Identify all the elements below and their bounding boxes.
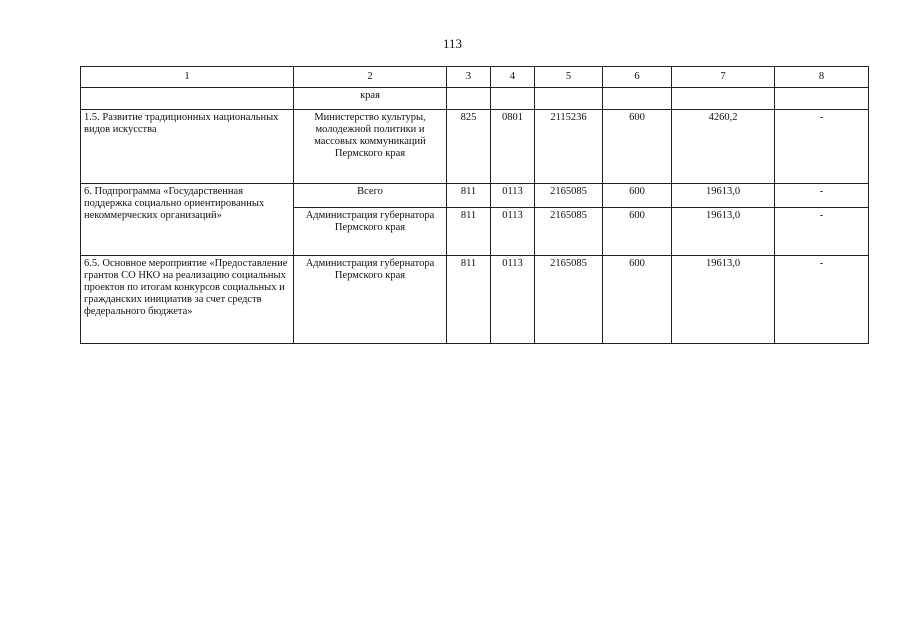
code-cell: 825 xyxy=(447,110,491,184)
table-row xyxy=(81,110,869,184)
executor-cell: Министерство культуры, молодежной политики и массовых коммуникаций Пермского края xyxy=(294,110,447,184)
expense-type-cell xyxy=(603,88,672,110)
name-cell: 6. Подпрограмма «Государственная поддержка социально ориентированных некоммерческих организаций» xyxy=(81,184,294,256)
amount-cell: 19613,0 xyxy=(672,184,775,208)
executor-cell: Администрация губернатора Пермского края xyxy=(294,208,447,256)
code-cell: 811 xyxy=(447,208,491,256)
section-cell: 0113 xyxy=(491,208,535,256)
note-cell xyxy=(775,88,869,110)
header-cell: 5 xyxy=(535,67,603,88)
section-cell: 0113 xyxy=(491,256,535,344)
executor-cell: края xyxy=(294,88,447,110)
table-row xyxy=(81,88,869,110)
name-cell: 1.5. Развитие традиционных национальных видов искусства xyxy=(81,110,294,184)
amount-cell xyxy=(672,88,775,110)
section-cell: 0801 xyxy=(491,110,535,184)
header-cell: 1 xyxy=(81,67,294,88)
note-cell: - xyxy=(775,208,869,256)
note-cell: - xyxy=(775,184,869,208)
amount-cell: 19613,0 xyxy=(672,256,775,344)
section-cell: 0113 xyxy=(491,184,535,208)
target-article-cell xyxy=(535,88,603,110)
note-cell: - xyxy=(775,256,869,344)
table-row xyxy=(81,184,869,208)
header-cell: 4 xyxy=(491,67,535,88)
code-cell xyxy=(447,88,491,110)
amount-cell: 19613,0 xyxy=(672,208,775,256)
name-cell xyxy=(81,88,294,110)
note-cell: - xyxy=(775,110,869,184)
name-cell: 6.5. Основное мероприятие «Предоставление грантов СО НКО на реализацию социальных проектов по итогам конкурсов социальных и гражданских инициатив за счет средств федерального бюджета» xyxy=(81,256,294,344)
expense-type-cell: 600 xyxy=(603,256,672,344)
target-article-cell: 2165085 xyxy=(535,184,603,208)
expense-type-cell: 600 xyxy=(603,110,672,184)
header-cell: 3 xyxy=(447,67,491,88)
header-row xyxy=(81,67,869,88)
header-cell: 7 xyxy=(672,67,775,88)
target-article-cell: 2115236 xyxy=(535,110,603,184)
code-cell: 811 xyxy=(447,184,491,208)
executor-cell: Администрация губернатора Пермского края xyxy=(294,256,447,344)
target-article-cell: 2165085 xyxy=(535,256,603,344)
expense-type-cell: 600 xyxy=(603,208,672,256)
code-cell: 811 xyxy=(447,256,491,344)
budget-table xyxy=(80,66,869,344)
executor-cell: Всего xyxy=(294,184,447,208)
header-cell: 2 xyxy=(294,67,447,88)
section-cell xyxy=(491,88,535,110)
header-cell: 6 xyxy=(603,67,672,88)
page-number: 113 xyxy=(442,36,463,51)
header-cell: 8 xyxy=(775,67,869,88)
table-row xyxy=(81,256,869,344)
target-article-cell: 2165085 xyxy=(535,208,603,256)
amount-cell: 4260,2 xyxy=(672,110,775,184)
expense-type-cell: 600 xyxy=(603,184,672,208)
